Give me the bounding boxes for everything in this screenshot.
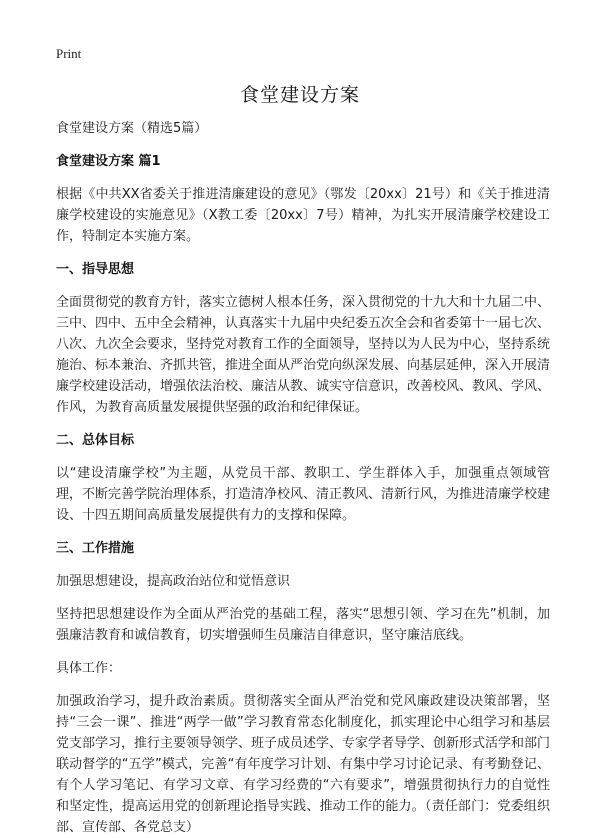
print-link[interactable]: Print bbox=[56, 46, 82, 61]
measure-paragraph: 坚持把思想建设作为全面从严治党的基础工程，落实“思想引领、学习在先”机制，加强廉洁教育和诚信教育，切实增强师生员廉洁自律意识，坚守廉洁底线。 bbox=[56, 607, 550, 643]
intro-paragraph: 根据《中共XX省委关于推进清廉建设的意见》（鄂发〔20xx〕21号）和《关于推进清廉学校建设的实施意见》（X教工委〔20xx〕7号）精神，为扎实开展清廉学校建设工作，特制定本实施方案。 bbox=[56, 187, 550, 244]
document-subtitle: 食堂建设方案（精选5篇） bbox=[56, 121, 208, 136]
section-heading-guiding-ideology: 一、指导思想 bbox=[56, 262, 135, 277]
guiding-ideology-paragraph: 全面贯彻党的教育方针，落实立德树人根本任务，深入贯彻党的十九大和十九届二中、三中、四中、五中全会精神，认真落实十九届中央纪委五次全会和省委第十一届七次、八次、九次全会要求，坚持党对教育工作的全面领导，坚持以为人民为中心，坚持系统施治、标本兼治、齐抓共管，推进全面从严治党向纵深发展、向基层延伸，深入开展清廉学校建设活动，增强依法治校、廉洁从教、诚实守信意识，改善校风、教风、学风、作风，为教育高质量发展提供坚强的政治和纪律保证。 bbox=[56, 295, 551, 415]
article-heading: 食堂建设方案 篇1 bbox=[56, 154, 161, 169]
document-title: 食堂建设方案 bbox=[239, 84, 360, 106]
specific-work-paragraph: 加强政治学习，提升政治素质。贯彻落实全面从严治党和党风廉政建设决策部署，坚持“三会一课”、推进“两学一做”学习教育常态化制度化，抓实理论中心组学习和基层党支部学习，推行主要领导领学、班子成员述学、专家学者导学、创新形式活学和部门联动督学的“五学”模式，完善“有年度学习计划、有集中学习讨论记录、有考勤登记、有个人学习笔记、有学习文章、有学习经费的“六有要求”，增强贯彻执行力的自觉性和坚定性，提高运用党的创新理论指导实践、推动工作的能力。（责任部门：党委组织部、宣传部、各党总支） bbox=[56, 694, 551, 835]
section-heading-work-measures: 三、工作措施 bbox=[56, 541, 135, 556]
specific-work-label: 具体工作： bbox=[56, 661, 122, 676]
section-heading-overall-goal: 二、总体目标 bbox=[56, 433, 135, 448]
measure-title: 加强思想建设，提高政治站位和觉悟意识 bbox=[56, 574, 291, 589]
overall-goal-paragraph: 以“建设清廉学校”为主题，从党员干部、教职工、学生群体入手，加强重点领域管理，不断完善学院治理体系，打造清净校风、清正教风、清新行风，为推进清廉学校建设、十四五期间高质量发展提供有力的支撑和保障。 bbox=[56, 466, 551, 523]
document-content bbox=[56, 118, 550, 838]
